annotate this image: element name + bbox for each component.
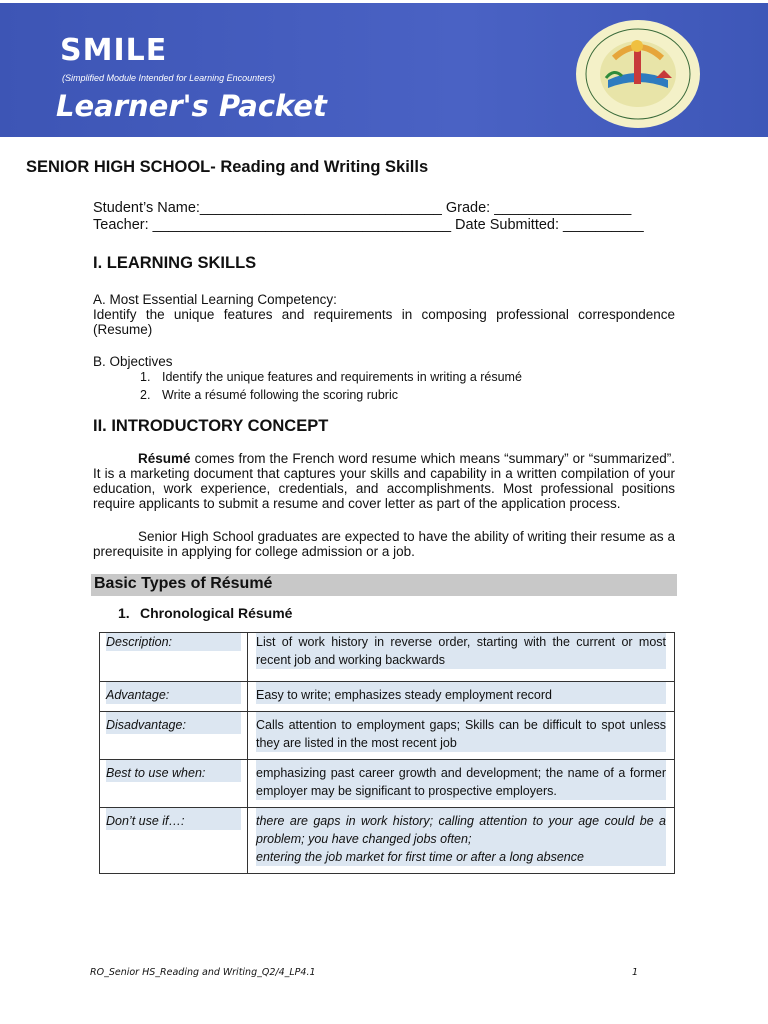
table-row xyxy=(100,633,675,682)
basic-types-title: Basic Types of Résumé xyxy=(94,575,273,592)
row-value-line-2: entering the job market for first time or after a long absence xyxy=(256,848,666,866)
intro-paragraph-1 xyxy=(93,451,675,511)
intro-paragraph-1-text: comes from the French word resume which means “summary” or “summarized”. It is a marketing document that captures your skills and capability in a written compilation of your education, work experience, credentials, and accomplishments. Most professional positions require applicants to submit a resume and cover letter as part of the application process. xyxy=(93,451,675,511)
table-value-cell xyxy=(248,712,675,760)
chronological-number: 1. xyxy=(118,605,130,621)
table-label-cell xyxy=(100,633,248,682)
objective-number: 1. xyxy=(140,370,151,384)
student-name-line: Student’s Name:______________________________ Grade: _________________ xyxy=(93,200,632,216)
row-label: Don’t use if…: xyxy=(106,808,241,830)
footer-code: RO_Senior HS_Reading and Writing_Q2/4_LP4.1 xyxy=(90,967,316,978)
chronological-heading xyxy=(118,605,292,621)
objective-text: Identify the unique features and requirements in writing a résumé xyxy=(162,370,522,384)
row-value: Calls attention to employment gaps; Skills can be difficult to spot unless they are listed in the most recent job xyxy=(256,712,666,752)
packet-title: Learner's Packet xyxy=(56,89,327,123)
subject-title: SENIOR HIGH SCHOOL- Reading and Writing Skills xyxy=(26,158,429,176)
teacher-line: Teacher: _____________________________________ Date Submitted: __________ xyxy=(93,217,644,233)
row-label: Description: xyxy=(106,633,241,651)
row-value: there are gaps in work history; calling attention to your age could be a problem; you have changed jobs often; xyxy=(256,808,666,848)
brand-title: SMILE xyxy=(60,33,168,68)
table-label-cell xyxy=(100,808,248,874)
objective-text: Write a résumé following the scoring rubric xyxy=(162,388,398,402)
row-value: Easy to write; emphasizes steady employment record xyxy=(256,682,666,704)
chronological-resume-table xyxy=(99,632,675,874)
row-value: List of work history in reverse order, starting with the current or most recent job and working backwards xyxy=(256,635,666,667)
basic-types-section-bar xyxy=(91,574,677,596)
competency-text: Identify the unique features and requirements in composing professional correspondence (Resume) xyxy=(93,307,675,337)
intro-paragraph-2: Senior High School graduates are expected to have the ability of writing their resume as a prerequisite in applying for college admission or a job. xyxy=(93,529,675,559)
table-row xyxy=(100,808,675,874)
chronological-title: Chronological Résumé xyxy=(140,605,293,621)
deped-seal-icon xyxy=(574,18,702,130)
objective-item xyxy=(140,370,522,384)
learning-skills-heading: I. LEARNING SKILLS xyxy=(93,254,257,272)
objective-item xyxy=(140,388,398,402)
resume-term: Résumé xyxy=(138,451,191,466)
objective-number: 2. xyxy=(140,388,151,402)
row-label: Best to use when: xyxy=(106,760,241,782)
table-value-cell xyxy=(248,808,675,874)
row-value: emphasizing past career growth and development; the name of a former employer may be significant to prospective employers. xyxy=(256,760,666,800)
table-row xyxy=(100,760,675,808)
header-banner xyxy=(0,3,768,137)
table-row xyxy=(100,712,675,760)
table-row xyxy=(100,682,675,712)
table-label-cell xyxy=(100,682,248,712)
table-label-cell xyxy=(100,712,248,760)
table-value-cell xyxy=(248,633,675,682)
brand-subtitle: (Simplified Module Intended for Learning Encounters) xyxy=(62,73,276,83)
page-number: 1 xyxy=(632,967,639,978)
objectives-label: B. Objectives xyxy=(93,354,173,369)
row-label: Disadvantage: xyxy=(106,712,241,734)
intro-heading: II. INTRODUCTORY CONCEPT xyxy=(93,417,329,435)
row-label: Advantage: xyxy=(106,682,241,704)
table-value-cell xyxy=(248,682,675,712)
table-label-cell xyxy=(100,760,248,808)
table-value-cell xyxy=(248,760,675,808)
competency-label: A. Most Essential Learning Competency: xyxy=(93,292,337,307)
